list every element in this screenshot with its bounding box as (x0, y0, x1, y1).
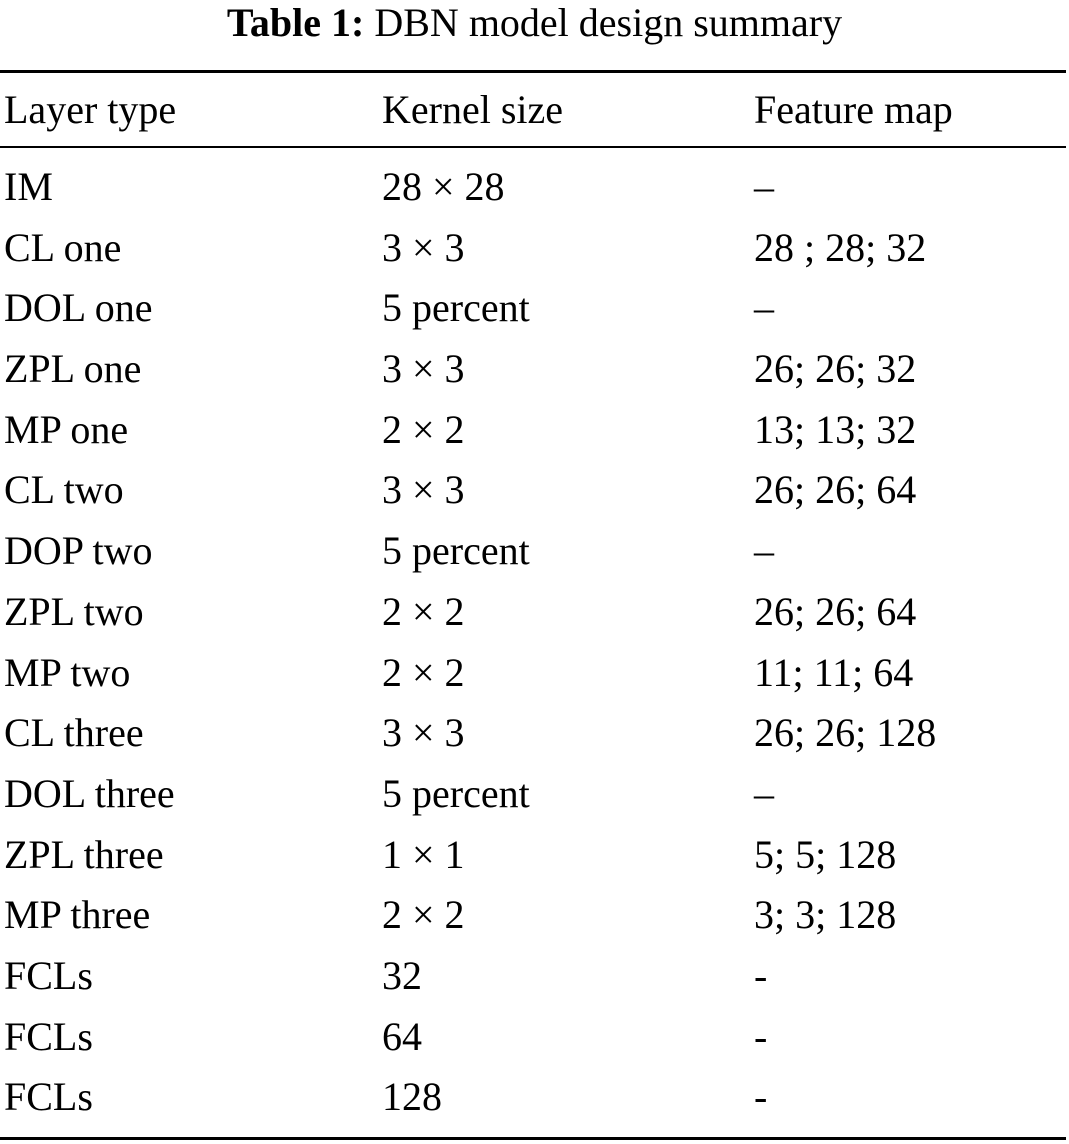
table-row (0, 400, 1066, 461)
layer-type-cell: FCLs (4, 1013, 93, 1059)
layer-type-cell: DOP two (4, 528, 153, 574)
feature-map-cell: 5; 5; 128 (754, 831, 897, 877)
feature-map-cell: 28 ; 28; 32 (754, 224, 927, 270)
feature-map-cell: – (754, 770, 774, 816)
feature-map-cell: – (754, 285, 774, 331)
kernel-size-cell: 2 × 2 (382, 406, 465, 452)
feature-map-cell: 13; 13; 32 (754, 406, 917, 452)
kernel-size-cell: 2 × 2 (382, 588, 465, 634)
layer-type-cell: CL two (4, 467, 124, 513)
kernel-size-cell: 32 (382, 952, 422, 998)
layer-type-cell: CL three (4, 710, 144, 756)
feature-map-cell: 26; 26; 128 (754, 710, 937, 756)
feature-map-cell: 11; 11; 64 (754, 649, 914, 695)
feature-map-cell: - (754, 1074, 768, 1120)
layer-type-cell: MP one (4, 406, 129, 452)
bottom-rule (0, 1137, 1066, 1140)
layer-type-cell: ZPL one (4, 346, 142, 392)
layer-type-cell: DOL three (4, 770, 175, 816)
table-caption (0, 0, 1069, 50)
layer-type-cell: CL one (4, 224, 122, 270)
table-row (0, 218, 1066, 279)
column-header-layer-type: Layer type (4, 87, 177, 132)
layer-type-cell: MP three (4, 892, 151, 938)
table-row (0, 1067, 1066, 1128)
kernel-size-cell: 3 × 3 (382, 710, 465, 756)
kernel-size-cell: 128 (382, 1074, 442, 1120)
table-row (0, 764, 1066, 825)
table-row (0, 278, 1066, 339)
kernel-size-cell: 3 × 3 (382, 467, 465, 513)
table-row (0, 885, 1066, 946)
header-row (0, 79, 1066, 141)
table-body (0, 157, 1066, 1128)
header-rule (0, 146, 1066, 148)
table-row (0, 643, 1066, 704)
layer-type-cell: MP two (4, 649, 131, 695)
layer-type-cell: ZPL two (4, 588, 144, 634)
table-row (0, 1007, 1066, 1068)
table-header (0, 79, 1066, 141)
layer-type-cell: FCLs (4, 952, 93, 998)
column-header-kernel-size: Kernel size (382, 87, 564, 132)
table-caption-label: Table 1: (226, 0, 365, 45)
layer-type-cell: DOL one (4, 285, 153, 331)
feature-map-cell: - (754, 1013, 768, 1059)
table-row (0, 460, 1066, 521)
feature-map-cell: 26; 26; 32 (754, 346, 917, 392)
kernel-size-cell: 5 percent (382, 528, 530, 574)
table-caption-text: DBN model design summary (374, 0, 843, 45)
table-row (0, 946, 1066, 1007)
table-row (0, 825, 1066, 886)
table-row (0, 521, 1066, 582)
table-row (0, 157, 1066, 218)
kernel-size-cell: 3 × 3 (382, 346, 465, 392)
feature-map-cell: 26; 26; 64 (754, 467, 917, 513)
kernel-size-cell: 1 × 1 (382, 831, 465, 877)
table-row (0, 582, 1066, 643)
feature-map-cell: – (754, 528, 774, 574)
kernel-size-cell: 2 × 2 (382, 892, 465, 938)
kernel-size-cell: 64 (382, 1013, 422, 1059)
layer-type-cell: IM (4, 164, 53, 209)
layer-type-cell: ZPL three (4, 831, 164, 877)
feature-map-cell: - (754, 952, 768, 998)
table-row (0, 703, 1066, 764)
kernel-size-cell: 2 × 2 (382, 649, 465, 695)
kernel-size-cell: 3 × 3 (382, 224, 465, 270)
feature-map-cell: – (754, 164, 774, 209)
feature-map-cell: 3; 3; 128 (754, 892, 897, 938)
kernel-size-cell: 28 × 28 (382, 164, 505, 209)
top-rule (0, 70, 1066, 73)
column-header-feature-map: Feature map (754, 87, 953, 132)
kernel-size-cell: 5 percent (382, 285, 530, 331)
table-row (0, 339, 1066, 400)
feature-map-cell: 26; 26; 64 (754, 588, 917, 634)
kernel-size-cell: 5 percent (382, 770, 530, 816)
layer-type-cell: FCLs (4, 1074, 93, 1120)
